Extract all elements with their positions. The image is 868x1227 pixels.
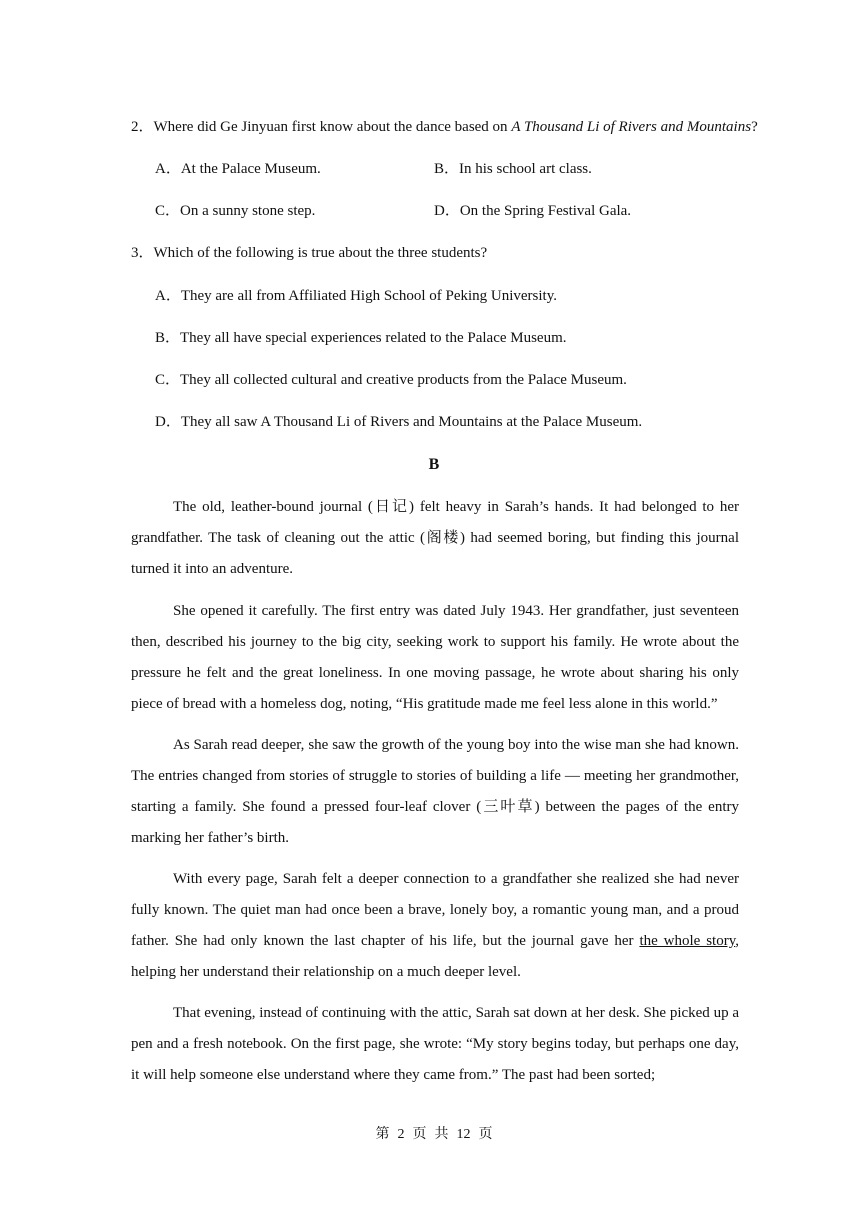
question-2-stem-suffix: ? [751,119,758,135]
page-footer [0,1125,868,1145]
question-3-option-b[interactable]: B．They all have special experiences related to the Palace Museum. [155,330,567,346]
paragraph-4-text-before: With every page, Sarah felt a deeper connection to a grandfather she realized she had never fully known. The quiet man had once been a brave, lonely boy, a romantic young man, and a proud father. She had only known the last chapter of his life, but the journal gave her [131,871,739,949]
question-2-option-d[interactable]: D．On the Spring Festival Gala. [434,203,632,219]
footer-gong: 共 [434,1127,449,1142]
passage-paragraph-5: That evening, instead of continuing with the attic, Sarah sat down at her desk. She picked up a pen and a fresh notebook. On the first page, she wrote: “My story begins today, but perhaps one day, it will help someone else understand where they came from.” The past had been sorted; [131,1005,739,1083]
underlined-phrase: the whole story [639,933,736,949]
question-3-option-a[interactable]: A．They are all from Affiliated High School of Peking University. [155,288,558,304]
question-2-stem [131,117,758,137]
footer-ye-2: 页 [478,1127,493,1142]
passage-paragraph-3: As Sarah read deeper, she saw the growth of the young boy into the wise man she had known. The entries changed from stories of struggle to stories of building a life — meeting her grandmother, starting a family. She found a pressed four-leaf clover (三叶草) between the pages of the entry marking her father’s birth. [131,737,739,846]
question-3-option-d[interactable]: D．They all saw A Thousand Li of Rivers and Mountains at the Palace Museum. [155,414,643,430]
footer-total-pages: 12 [456,1127,471,1142]
passage-paragraph-2: She opened it carefully. The first entry was dated July 1943. Her grandfather, just seventeen then, described his journey to the big city, seeking work to support his family. He wrote about the pressure he felt and the great loneliness. In one moving passage, he wrote about sharing his only piece of bread with a homeless dog, noting, “His gratitude made me feel less alone in this world.” [131,603,739,712]
passage-paragraph-1: The old, leather-bound journal (日记) felt heavy in Sarah’s hands. It had belonged to her grandfather. The task of cleaning out the attic (阁楼) had seemed boring, but finding this journal turned it into an adventure. [131,499,739,577]
question-2-stem-italic-title: A Thousand Li of Rivers and Mountains [511,119,752,135]
question-3-option-c[interactable]: C．They all collected cultural and creative products from the Palace Museum. [155,372,627,388]
footer-di: 第 [375,1127,390,1142]
paragraph-4-text-after: , helping her understand their relationship on a much deeper level. [131,933,739,980]
section-title: B [428,456,440,473]
question-2-option-c[interactable]: C．On a sunny stone step. [155,203,316,219]
footer-ye: 页 [412,1127,427,1142]
question-2-option-b[interactable]: B．In his school art class. [434,161,592,177]
question-2-option-a[interactable]: A．At the Palace Museum. [155,161,321,177]
passage-paragraph-4 [131,864,739,988]
question-2-stem-prefix: 2．Where did Ge Jinyuan first know about the dance based on [131,119,512,135]
question-3-stem: 3．Which of the following is true about the three students? [131,245,488,261]
footer-page-number: 2 [397,1127,405,1142]
